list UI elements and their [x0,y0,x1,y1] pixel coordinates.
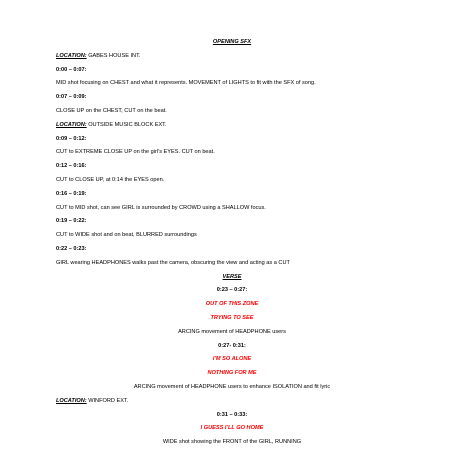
lyric-line: NOTHING FOR ME [207,370,257,377]
script-lines [56,53,408,446]
location-label: LOCATION: [56,397,87,404]
shot-description: CUT to CLOSE UP, at 0:14 the EYES open. [56,176,165,183]
timestamp: 0:07 – 0:09: [56,94,87,101]
timestamp: 0:00 – 0:07: [56,66,87,73]
location-text: WINFORD EXT. [86,397,129,404]
shot-description: CUT to MID shot, can see GIRL is surrounded by CROWD using a SHALLOW focus. [56,204,266,211]
shot-description: GIRL wearing HEADPHONES walks past the camera, obscuring the view and acting as a CUT [56,259,290,266]
shot-description: ARCING movement of HEADPHONE users to enhance ISOLATION and fit lyric [133,383,331,390]
timestamp: 0:09 – 0:12: [56,135,87,142]
lyric-line: I’M SO ALONE [212,356,252,363]
shot-description: CUT to EXTREME CLOSE UP on the girl’s EYES. CUT on beat. [56,149,215,156]
shot-description: MID shot focusing on CHEST and what it represents. MOVEMENT of LIGHTS to fit with the SFX of song. [56,80,316,87]
shot-description: CUT to WIDE shot and on beat, BLURRED surroundings [56,232,197,239]
location-line [56,398,408,405]
location-line [56,122,408,129]
lyric-line: I GUESS I’LL GO HOME [200,425,264,432]
timestamp: 0:27- 0:31: [218,342,246,349]
location-line [56,53,408,60]
timestamp: 0:12 – 0:16: [56,163,87,170]
timestamp: 0:31 – 0:33: [216,411,248,418]
timestamp: 0:23 – 0:27: [216,287,248,294]
script-page [56,39,408,453]
location-label: LOCATION: [56,121,87,128]
shot-description: CLOSE UP on the CHEST, CUT on the beat. [56,107,167,114]
document-title: OPENING SFX [212,39,252,45]
timestamp: 0:22 – 0:23: [56,245,87,252]
section-heading: VERSE [222,273,242,280]
location-text: OUTSIDE MUSIC BLOCK EXT. [86,121,167,128]
location-text: GABES HOUSE INT. [86,52,141,59]
timestamp: 0:19 – 0:22: [56,218,87,225]
shot-description: ARCING movement of HEADPHONE users [178,328,286,335]
lyric-line: OUT OF THIS ZONE [205,301,259,308]
timestamp: 0:16 – 0:19: [56,190,87,197]
lyric-line: TRYING TO SEE [210,314,254,321]
location-label: LOCATION: [56,52,87,59]
shot-description: WIDE shot showing the FRONT of the GIRL, RUNNING [162,439,302,446]
